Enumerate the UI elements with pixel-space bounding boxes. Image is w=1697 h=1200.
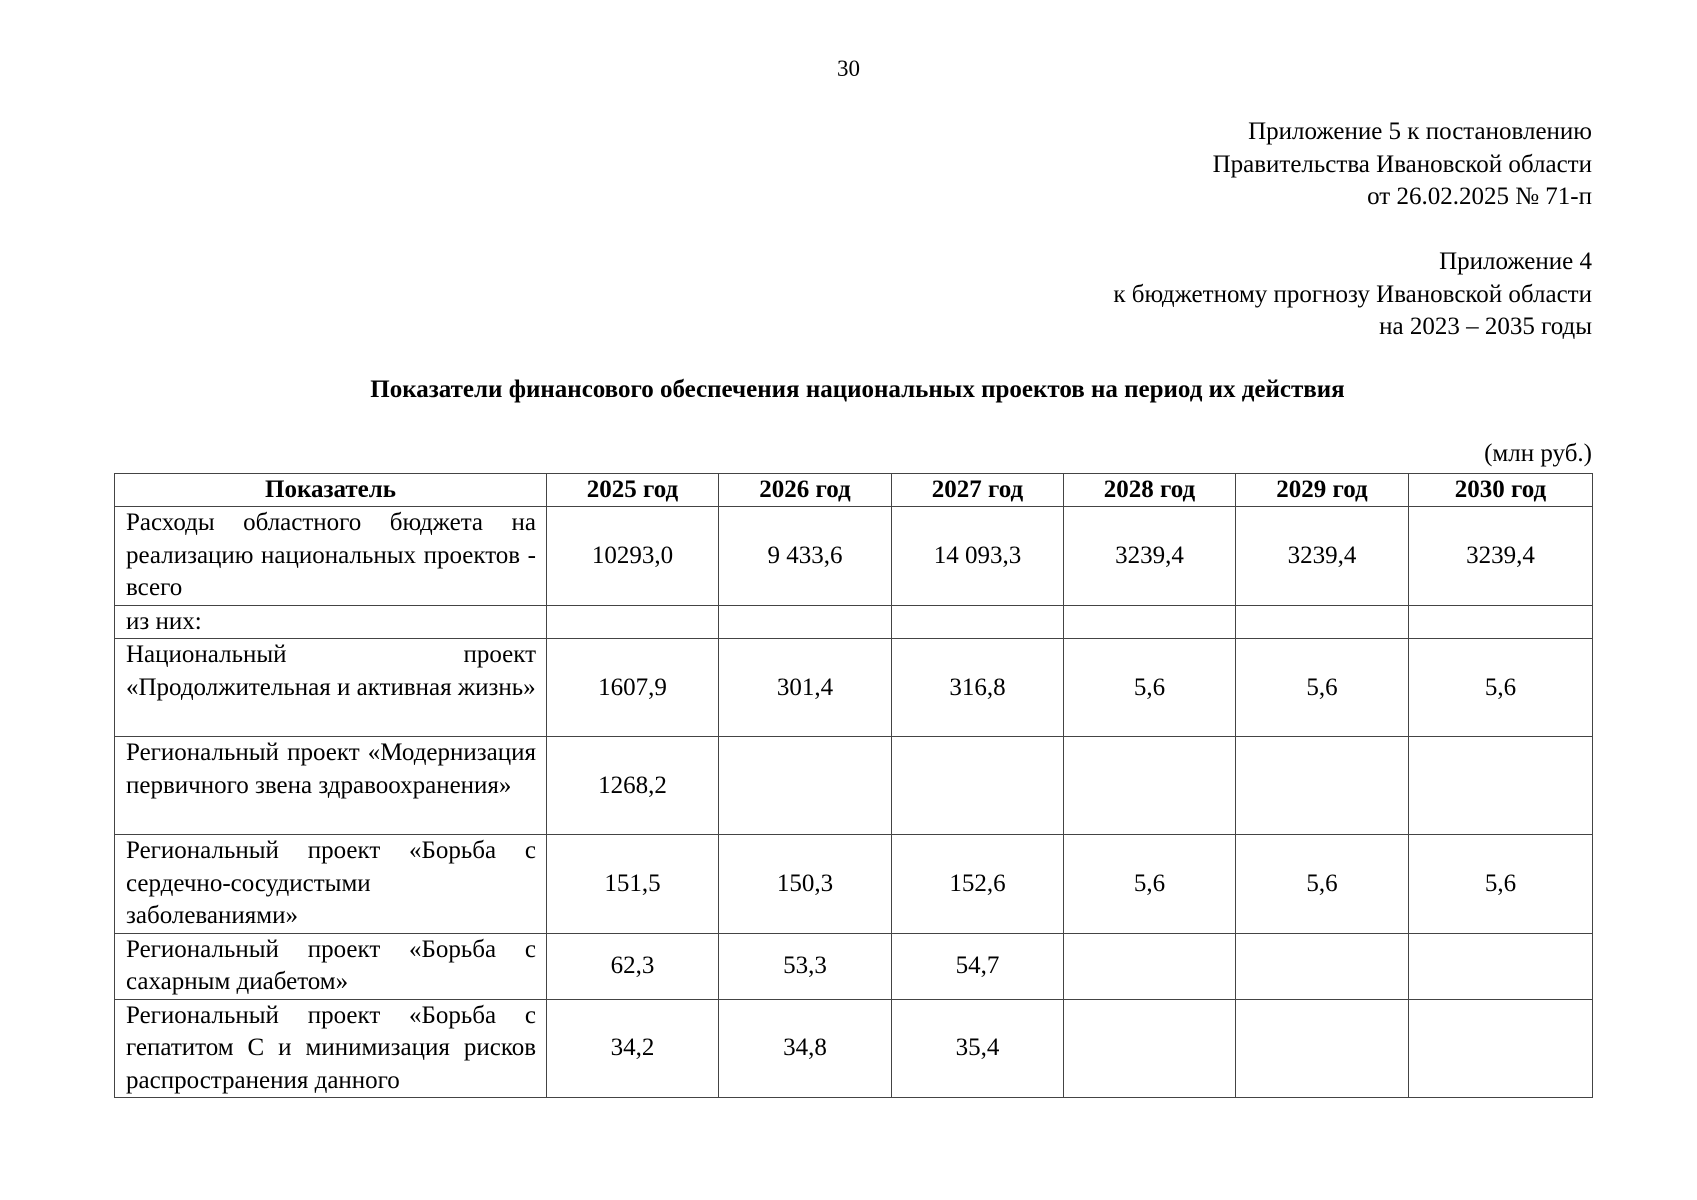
table-row bbox=[115, 999, 1593, 1098]
table-row bbox=[115, 507, 1593, 606]
header-indicator: Показатель bbox=[115, 474, 547, 507]
appendix-sub-line-3: на 2023 – 2035 годы bbox=[1379, 313, 1592, 340]
cell-value: 150,3 bbox=[719, 835, 892, 934]
cell-value bbox=[547, 605, 719, 639]
cell-value: 3239,4 bbox=[1409, 507, 1593, 606]
row-label: Региональный проект «Борьба с сердечно-сосудистыми заболеваниями» bbox=[115, 835, 547, 934]
cell-value: 34,2 bbox=[547, 999, 719, 1098]
cell-value: 1607,9 bbox=[547, 639, 719, 737]
row-label: Региональный проект «Модернизация первичного звена здравоохранения» bbox=[115, 737, 547, 835]
cell-value: 5,6 bbox=[1236, 835, 1409, 934]
cell-value: 152,6 bbox=[892, 835, 1064, 934]
table-row bbox=[115, 835, 1593, 934]
header-year-2027: 2027 год bbox=[892, 474, 1064, 507]
units-label: (млн руб.) bbox=[1484, 440, 1592, 467]
header-year-2030: 2030 год bbox=[1409, 474, 1593, 507]
row-label: Расходы областного бюджета на реализацию национальных проектов - всего bbox=[115, 507, 547, 606]
header-year-2025: 2025 год bbox=[547, 474, 719, 507]
cell-value: 35,4 bbox=[892, 999, 1064, 1098]
cell-value: 5,6 bbox=[1064, 639, 1236, 737]
table-header-row bbox=[115, 474, 1593, 507]
cell-value: 5,6 bbox=[1409, 639, 1593, 737]
cell-value: 14 093,3 bbox=[892, 507, 1064, 606]
header-year-2028: 2028 год bbox=[1064, 474, 1236, 507]
table-row bbox=[115, 639, 1593, 737]
cell-value bbox=[892, 605, 1064, 639]
table-row bbox=[115, 933, 1593, 999]
cell-value bbox=[1236, 737, 1409, 835]
cell-value: 53,3 bbox=[719, 933, 892, 999]
table-row bbox=[115, 605, 1593, 639]
cell-value bbox=[1064, 737, 1236, 835]
page-number: 30 bbox=[837, 56, 860, 81]
appendix-main-line-3: от 26.02.2025 № 71-п bbox=[1367, 183, 1592, 210]
cell-value: 5,6 bbox=[1236, 639, 1409, 737]
cell-value: 151,5 bbox=[547, 835, 719, 934]
row-label: Региональный проект «Борьба с сахарным диабетом» bbox=[115, 933, 547, 999]
appendix-sub-block bbox=[1113, 246, 1592, 344]
table-row bbox=[115, 737, 1593, 835]
cell-value bbox=[1236, 999, 1409, 1098]
cell-value: 10293,0 bbox=[547, 507, 719, 606]
cell-value: 62,3 bbox=[547, 933, 719, 999]
cell-value: 301,4 bbox=[719, 639, 892, 737]
row-label: Региональный проект «Борьба с гепатитом С и минимизация рисков распространения данного bbox=[115, 999, 547, 1098]
cell-value bbox=[1409, 999, 1593, 1098]
row-label: Национальный проект «Продолжительная и активная жизнь» bbox=[115, 639, 547, 737]
cell-value bbox=[1409, 605, 1593, 639]
cell-value: 316,8 bbox=[892, 639, 1064, 737]
cell-value bbox=[1236, 933, 1409, 999]
row-label: из них: bbox=[115, 605, 547, 639]
cell-value bbox=[1064, 999, 1236, 1098]
cell-value bbox=[719, 737, 892, 835]
cell-value: 54,7 bbox=[892, 933, 1064, 999]
cell-value bbox=[1236, 605, 1409, 639]
cell-value: 34,8 bbox=[719, 999, 892, 1098]
appendix-main-block bbox=[1213, 116, 1592, 214]
cell-value bbox=[1409, 933, 1593, 999]
appendix-sub-line-2: к бюджетному прогнозу Ивановской области bbox=[1113, 280, 1592, 308]
header-year-2029: 2029 год bbox=[1236, 474, 1409, 507]
cell-value bbox=[1064, 933, 1236, 999]
cell-value bbox=[1409, 737, 1593, 835]
cell-value bbox=[892, 737, 1064, 835]
cell-value bbox=[1064, 605, 1236, 639]
cell-value bbox=[719, 605, 892, 639]
appendix-sub-line-1: Приложение 4 bbox=[1439, 248, 1592, 275]
cell-value: 5,6 bbox=[1409, 835, 1593, 934]
financing-table bbox=[114, 473, 1593, 1098]
cell-value: 3239,4 bbox=[1236, 507, 1409, 606]
appendix-main-line-1: Приложение 5 к постановлению bbox=[1248, 118, 1592, 145]
appendix-main-line-2: Правительства Ивановской области bbox=[1212, 150, 1592, 178]
cell-value: 1268,2 bbox=[547, 737, 719, 835]
document-title: Показатели финансового обеспечения национальных проектов на период их действия bbox=[370, 376, 1345, 403]
cell-value: 3239,4 bbox=[1064, 507, 1236, 606]
header-year-2026: 2026 год bbox=[719, 474, 892, 507]
cell-value: 5,6 bbox=[1064, 835, 1236, 934]
cell-value: 9 433,6 bbox=[719, 507, 892, 606]
